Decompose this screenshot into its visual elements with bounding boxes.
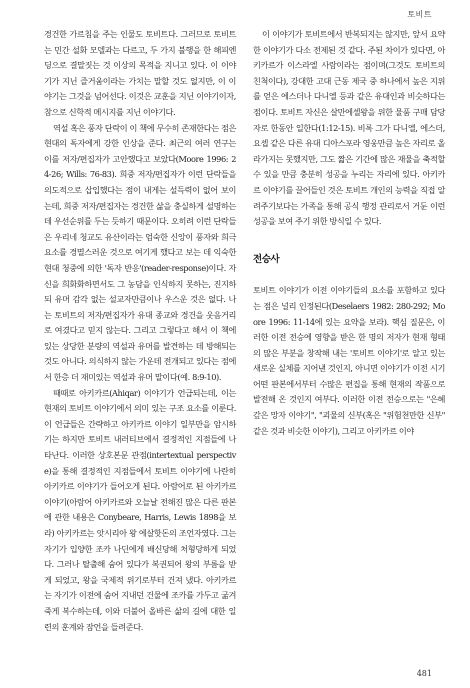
paragraph: 때때로 아키카르(Ahiqar) 이야기가 언급되는데, 이는 현재의 토비트 이야기에서 의미 있는 구조 요소를 이룬다. 이 언급들은 간략하고 아키카르 이야기 일부만을 암시하기는 하지만 토비트 내러티브에서 결정적인 지점들에 나타난다. 이러한 상호본문 관점(intertextual perspective)을 통해 결정적인 지점들에서 토비트 이야기에 나란히 아키카르 이야기가 들어오게 된다. 아람어로 된 아키카르 이야기(아람어 아키카르와 오늘날 전해진 많은 다른 판본에 관한 내용은 Conybeare, Harris, Lewis 1898을 보라) 아키카르는 앗시리아 왕 에살핫돈의 조언자였다. 그는 자기가 입양한 조카 나딘에게 배신당해 처형당하게 되었다. 그러나 탈출해 숨어 있다가 복권되어 왕의 부름을 받게 되었고, 왕을 국제적 위기로부터 건져 냈다. 아키카르는 자기가 이전에 숨어 지내던 건물에 조카를 가두고 굶겨 죽게 복수하는데, 이와 더불어 올바른 삶의 길에 대한 일련의 훈계와 잠언을 들려준다. — [44, 387, 236, 632]
right-column — [253, 27, 445, 439]
paragraph: 토비트 이야기가 이전 이야기들의 요소를 포함하고 있다는 점은 널리 인정된다(Deselaers 1982: 280-292; Moore 1996: 11-14에 있는 요약을 보라). 핵심 질문은, 이러한 이전 전승에 영향을 받은 한 명의 저자가 현재 형태의 많은 부분을 창작해 내는 '토비트 이야기'로 알고 있는 새로운 실체를 지어낸 것인지, 아니면 이야기가 이전 시기 어떤 판본에서부터 수많은 편집을 통해 현재의 작품으로 발전해 온 것인지 여부다. 이러한 이전 전승으로는 "은혜 갚은 망자 이야기", "괴물의 신부(혹은 "위험천만한 신부" 같은 것과 비슷한 이야기), 그리고 아키카르 이야 — [253, 285, 445, 436]
page-number: 481 — [416, 669, 432, 678]
paragraph: 이 이야기가 토비트에서 반복되지는 않지만, 앞서 요약한 이야기가 다소 전제된 것 같다. 주된 차이가 있다면, 아키카르가 이스라엘 사람이라는 점이며(그것도 토비트의 친척이다), 강대한 고대 근동 제국 중 하나에서 높은 지위를 얻은 에스더나 다니엘 등과 같은 유대인과 비슷하다는 점이다. 토비트 자신은 살만에셀왕을 위한 물품 구매 담당자로 한동안 일한다(1:12-15). 비록 그가 다니엘, 에스더, 요셉 같은 다른 유대 디아스포라 영웅만큼 높은 자리로 올라가지는 못했지만, 그도 짧은 기간에 많은 재물을 축적할 수 있을 만큼 충분히 성공을 누리는 자리에 있다. 아키카르 이야기를 끌어들인 것은 토비트 개인의 능력을 직접 알려주기보다는 가족을 통해 공식 행정 관리로서 거둔 이런 성공을 보여 주기 위한 방식일 수 있다. — [253, 29, 445, 227]
section-heading: 전승사 — [253, 253, 280, 265]
paragraph: 역설 혹은 풍자 단락이 이 책에 무수히 존재한다는 점은 현대의 독자에게 강한 인상을 준다. 최근의 여러 연구는 이를 저자/편집자가 고안했다고 보았다(Moore 1996: 24-26; Wills: 76-83). 희중 저자/편집자가 이런 단락들을 의도적으로 삽입했다는 점이 내게는 설득력이 없어 보이는데, 희중 저자/편집자는 경건한 삶을 충실하게 설명하는 데 우선순위를 두는 듯하기 때문이다. 오히려 이런 단락들은 우리네 청교도 유산이라는 엄숙한 신앙이 풍자와 희극 요소를 경멸스러운 것으로 여기게 했다고 보는 데 익숙한 현대 청중에 의한 '독자 반응'(reader-response)이다. 자신을 희화화하면서도 그 농담을 인식하지 못하는, 진지하되 유머 감각 없는 설교자만큼이나 우스운 것은 없다. 나는 토비트의 저자/편집자가 유대 종교와 경건을 웃음거리로 여겼다고 믿지 않는다. 그리고 그렇다고 해서 이 책에 있는 상당한 분량의 역설과 유머를 발견하는 데 방해되는 것도 아니다. 의식하지 않는 가운데 전개되고 있다는 점에서 한층 더 재미있는 역설과 유머 말이다(예. 8:9-10). — [44, 122, 236, 383]
left-column — [44, 27, 236, 635]
paragraph: 경건한 가르침을 주는 인물도 토비트다. 그러므로 토비트는 민간 설화 모델과는 다르고, 두 가지 불행을 한 해피엔딩으로 결말짓는 것 이상의 목적을 지니고 있다. 이 이야기가 지닌 즐거움이라는 가치는 말할 것도 없지만, 이 이야기는 그것을 넘어선다. 이것은 교훈을 지닌 이야기이자, 참으로 신학적 메시지를 지닌 이야기다. — [44, 29, 236, 117]
running-head: 토비트 — [407, 10, 432, 19]
